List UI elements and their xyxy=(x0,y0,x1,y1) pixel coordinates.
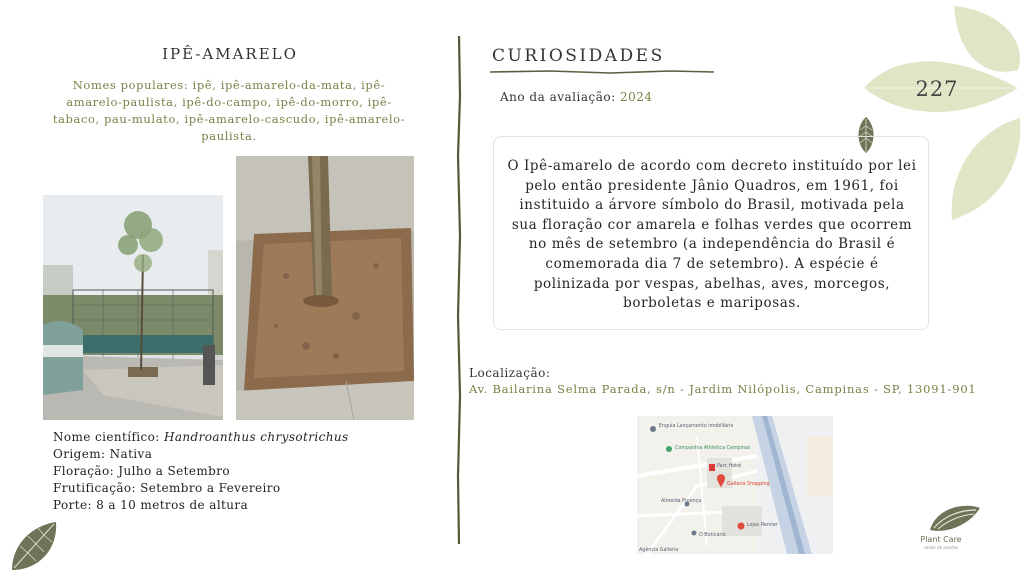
map-label-boticario: O Boticário xyxy=(699,533,726,538)
fruiting-row: Frutificação: Setembro a Fevereiro xyxy=(53,481,281,495)
plant-facts xyxy=(53,429,349,514)
flowering-row: Floração: Julho a Setembro xyxy=(53,464,231,478)
map-label-almeida: Almeida Proença xyxy=(661,499,702,504)
year-label: Ano da avaliação: xyxy=(500,90,620,104)
map-label-companhia: Companhia Athletica Campinas xyxy=(675,446,751,451)
logo-name: Plant Care xyxy=(920,535,962,544)
plant-title: IPÊ-AMARELO xyxy=(162,45,298,63)
popular-names: Nomes populares: ipê, ipê-amarelo-da-mata, ipê-amarelo-paulista, ipê-do-campo, ipê-do-morro, ipê-tabaco, pau-mulato, ipê-amarelo-cascudo, ipê-amarelo-paulista. xyxy=(52,78,406,143)
curiosities-title: CURIOSIDADES xyxy=(492,46,665,66)
curiosities-text: O Ipê-amarelo de acordo com decreto instituído por lei pelo então presidente Jânio Quadros, em 1961, foi instituido a árvore símbolo do Brasil, motivada pela sua floração cor amarela e folhas verdes que ocorrem no mês de setembro (a independência do Brasil é comemorada dia 7 de setembro). A espécie é polinizada por vespas, abelhas, aves, morcegos, borboletas e mariposas. xyxy=(507,158,917,312)
page-number: 227 xyxy=(915,77,959,101)
plant-care-logo-icon xyxy=(928,502,982,534)
location-map xyxy=(637,416,833,554)
scientific-label: Nome científico: xyxy=(53,430,164,444)
tree-photo xyxy=(43,195,223,420)
map-label-lancamento: Enguia Lançamento imobiliário xyxy=(659,424,734,429)
location-label: Localização: xyxy=(469,366,551,380)
map-label-parc: Parc Hotel xyxy=(717,464,742,469)
size-row: Porte: 8 a 10 metros de altura xyxy=(53,498,249,512)
scientific-name: Handroanthus chrysotrichus xyxy=(163,430,349,444)
origin-row: Origem: Nativa xyxy=(53,447,153,461)
scientific-name-row xyxy=(53,429,349,446)
logo-tagline: saúde de plantas xyxy=(923,545,959,550)
map-label-agencia: Agência Galleria xyxy=(639,548,679,553)
leaf-corner-icon xyxy=(8,520,60,572)
map-label-lojas: Lojas Renner xyxy=(747,523,778,528)
column-divider xyxy=(455,36,463,544)
evaluation-year xyxy=(500,90,653,104)
location-address: Av. Bailarina Selma Parada, s/n - Jardim Nilópolis, Campinas - SP, 13091-901 xyxy=(469,382,977,396)
title-underline xyxy=(490,69,714,75)
map-label-galleria: Galleria Shopping xyxy=(727,482,770,487)
trunk-photo xyxy=(236,156,414,420)
year-value: 2024 xyxy=(619,90,653,104)
